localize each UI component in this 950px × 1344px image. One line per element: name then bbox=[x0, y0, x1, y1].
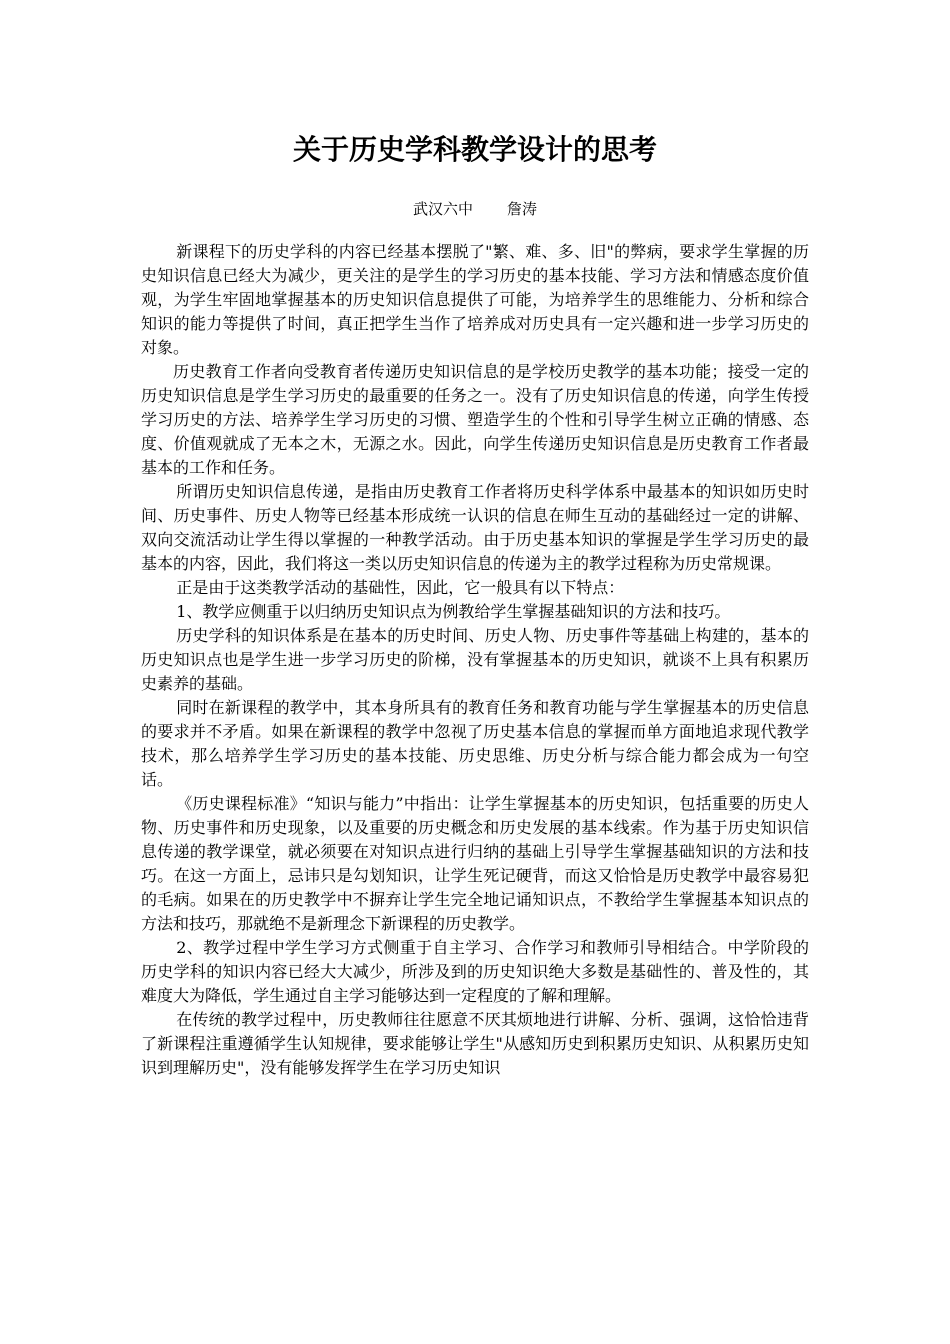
paragraph-3: 所谓历史知识信息传递，是指由历史教育工作者将历史科学体系中最基本的知识如历史时间、历史事件、历史人物等已经基本形成统一认识的信息在师生互动的基础经过一定的讲解、双向交流活动让学生得以掌握的一种教学活动。由于历史基本知识的掌握是学生学习历史的最基本的内容，因此，我们将这一类以历史知识信息的传递为主的教学过程称为历史常规课。 bbox=[141, 482, 809, 573]
paragraph-8: 《历史课程标准》“知识与能力”中指出：让学生掌握基本的历史知识，包括重要的历史人物、历史事件和历史现象，以及重要的历史概念和历史发展的基本线索。作为基于历史知识信息传递的教学课堂，就必须要在对知识点进行归纳的基础上引导学生掌握基础知识的方法和技巧。在这一方面上，忌讳只是勾划知识，让学生死记硬背，而这又恰恰是历史教学中最容易犯的毛病。如果在的历史教学中不摒弃让学生完全地记诵知识点，不教给学生掌握基本知识点的方法和技巧，那就绝不是新理念下新课程的历史教学。 bbox=[141, 794, 809, 933]
paragraph-7: 同时在新课程的教学中，其本身所具有的教育任务和教育功能与学生掌握基本的历史信息的要求并不矛盾。如果在新课程的教学中忽视了历史基本信息的掌握而单方面地追求现代教学技术，那么培养学生学习历史的基本技能、历史思维、历史分析与综合能力都会成为一句空话。 bbox=[141, 698, 809, 789]
paragraph-5-heading: 1、教学应侧重于以归纳历史知识点为例教给学生掌握基础知识的方法和技巧。 bbox=[176, 602, 731, 621]
paragraph-10: 在传统的教学过程中，历史教师往往愿意不厌其烦地进行讲解、分析、强调，这恰恰违背了新课程注重遵循学生认知规律，要求能够让学生"从感知历史到积累历史知识、从积累历史知识到理解历史"，没有能够发挥学生在学习历史知识 bbox=[141, 1010, 809, 1077]
author-name: 詹涛 bbox=[507, 200, 538, 218]
paragraph-2: 历史教育工作者向受教育者传递历史知识信息的是学校历史教学的基本功能；接受一定的历史知识信息是学生学习历史的最重要的任务之一。没有了历史知识信息的传递，向学生传授学习历史的方法、培养学生学习历史的习惯、塑造学生的个性和引导学生树立正确的情感、态度、价值观就成了无本之木，无源之水。因此，向学生传递历史知识信息是历史教育工作者最基本的工作和任务。 bbox=[141, 362, 809, 477]
article-body bbox=[141, 240, 809, 1080]
byline bbox=[0, 197, 950, 221]
school-name: 武汉六中 bbox=[412, 200, 473, 218]
paragraph-4: 正是由于这类教学活动的基础性，因此，它一般具有以下特点： bbox=[176, 578, 625, 597]
document-title: 关于历史学科教学设计的思考 bbox=[292, 133, 657, 166]
paragraph-6: 历史学科的知识体系是在基本的历史时间、历史人物、历史事件等基础上构建的，基本的历史知识点也是学生进一步学习历史的阶梯，没有掌握基本的历史知识，就谈不上具有积累历史素养的基础。 bbox=[141, 626, 809, 693]
paragraph-1: 新课程下的历史学科的内容已经基本摆脱了"繁、难、多、旧"的弊病，要求学生掌握的历史知识信息已经大为减少，更关注的是学生的学习历史的基本技能、学习方法和情感态度价值观，为学生牢固地掌握基本的历史知识信息提供了可能，为培养学生的思维能力、分析和综合知识的能力等提供了时间，真正把学生当作了培养成对历史具有一定兴趣和进一步学习历史的对象。 bbox=[141, 242, 809, 357]
paragraph-9-heading: 2、教学过程中学生学习方式侧重于自主学习、合作学习和教师引导相结合。中学阶段的历史学科的知识内容已经大大减少，所涉及到的历史知识绝大多数是基础性的、普及性的，其难度大为降低，学生通过自主学习能够达到一定程度的了解和理解。 bbox=[141, 938, 809, 1005]
